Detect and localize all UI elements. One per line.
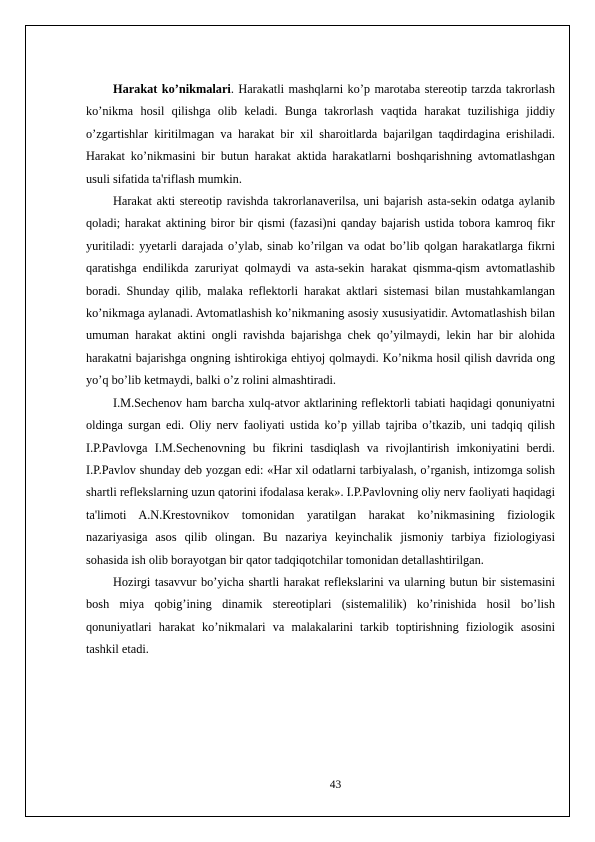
paragraph-4 (86, 571, 555, 661)
paragraph-3 (86, 392, 555, 571)
document-body (86, 78, 555, 661)
paragraph-text: . Harakatli mashqlarni ko’p marotaba stereotip tarzda takrorlash ko’nikma hosil qilishga olib keladi. Bunga takrorlash vaqtida harakat tuzilishiga jiddiy o’zgartishlar kiritilmagan va harakat bir xil sharoitlarda bajarilgan taqdirdagina erishiladi. Harakat ko’nikmasini bir butun harakat aktida harakatlarni boshqarishning avtomatlashgan usuli sifatida ta'riflash mumkin. (86, 82, 555, 186)
paragraph-1 (86, 78, 555, 190)
paragraph-text: I.M.Sechenov ham barcha xulq-atvor aktlarining reflektorli tabiati haqidagi qonuniyatni oldinga surgan edi. Oliy nerv faoliyati ustida ko’p yillab tajriba o’tkazib, uni tadqiq qilish I.P.Pavlovga I.M.Sechenovning bu fikrini tasdiqlash va rivojlantirish imkoniyatini berdi. I.P.Pavlov shunday deb yozgan edi: «Har xil odatlarni tarbiyalash, o’rganish, intizomga solish shartli reflekslarning uzun qatorini ifodalasa kerak». I.P.Pavlovning oliy nerv faoliyati haqidagi ta'limoti A.N.Krestovnikov tomonidan yaratilgan harakat ko’nikmasining fiziologik nazariyasiga asos qilib olingan. Bu nazariya keyinchalik jismoniy tarbiya fiziologiyasi sohasida ish olib borayotgan bir qator tadqiqotchilar tomonidan detallashtirilgan. (86, 395, 555, 567)
paragraph-text: Hozirgi tasavvur bo’yicha shartli harakat reflekslarini va ularning butun bir sistemasini bosh miya qobig’ining dinamik stereotiplari (sistemalilik) ko’rinishida hosil bo’lish qonuniyatlari harakat ko’nikmalari va malakalarini tarkib toptirishning fiziologik asosini tashkil etadi. (86, 574, 555, 657)
page-number: 43 (329, 779, 342, 791)
paragraph-2 (86, 190, 555, 392)
lead-term: Harakat ko’nikmalari (113, 82, 231, 96)
paragraph-text: Harakat akti stereotip ravishda takrorlanaverilsa, uni bajarish asta-sekin odatga aylanib qoladi; harakat aktining biror bir qismi (fazasi)ni qanday bajarish ustida tobora kamroq fikr yuritiladi: yyetarli darajada o’ylab, sinab ko’rilgan va odat bo’lib qolgan harakatlarga fikrni qaratishga endilikda zaruriyat qolmaydi va asta-sekin harakat qismma-qism avtomatlashib boradi. Shunday qilib, malaka reflektorli harakat aktlari sistemasi bilan mustahkamlangan ko’nikmaga aylanadi. Avtomatlashish ko’nikmaning asosiy xususiyatidir. Avtomatlashish bilan umuman harakat aktini ongli ravishda bajarishga chek qo’yilmaydi, lekin har bir alohida harakatni bajarishga ongning ishtirokiga ehtiyoj qolmaydi. Ko’nikma hosil qilish davrida ong yo’q bo’lib ketmaydi, balki o’z rolini almashtiradi. (86, 194, 555, 388)
